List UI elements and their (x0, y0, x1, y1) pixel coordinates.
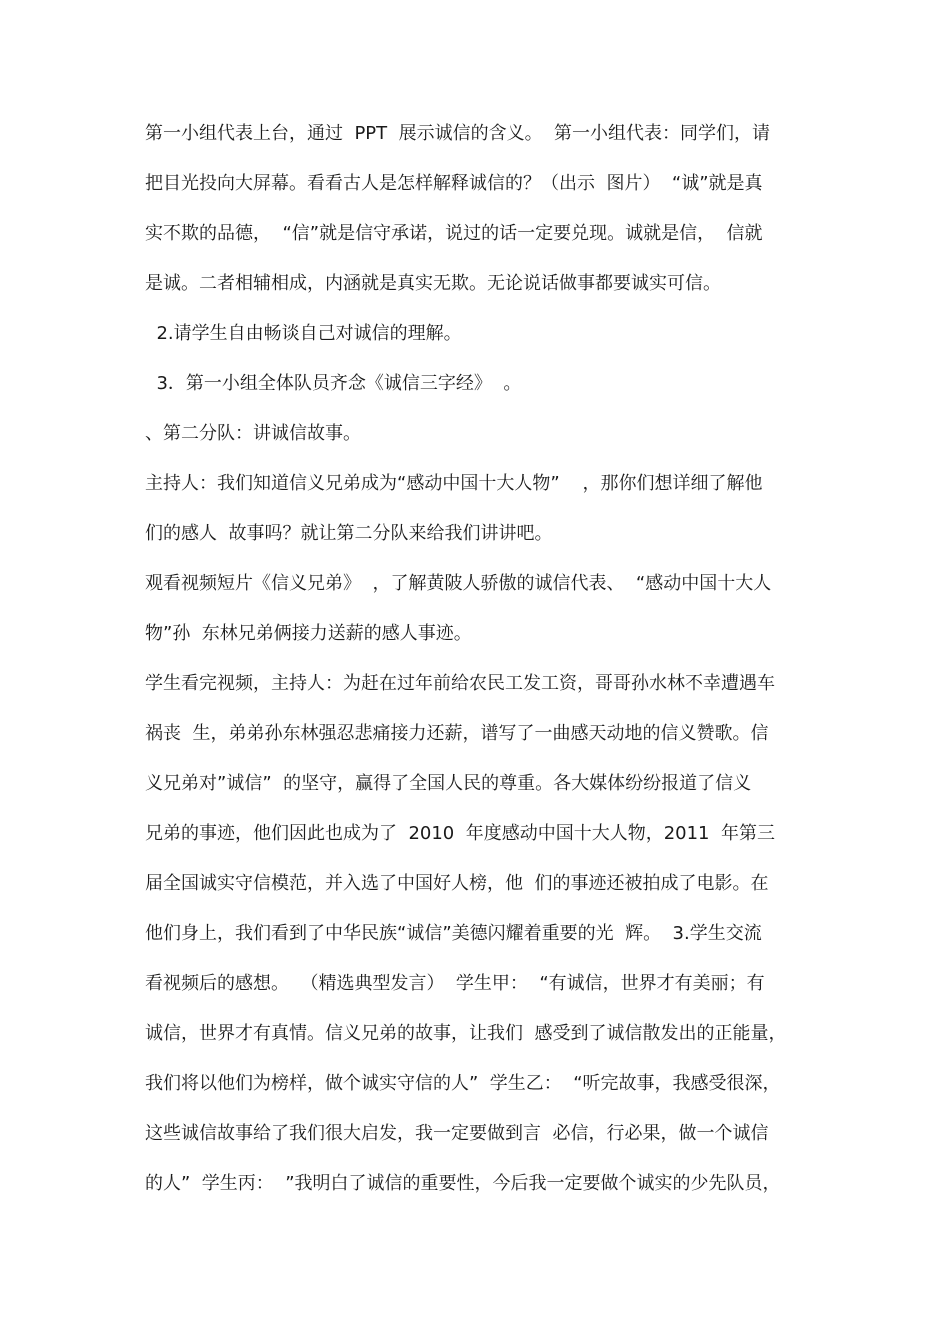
text-line: 这些诚信故事给了我们很大启发，我一定要做到言 必信，行必果，做一个诚信 (145, 1123, 769, 1144)
text-line: 观看视频短片《信义兄弟》 ，了解黄陂人骄傲的诚信代表、 “感动中国十大人 (145, 573, 772, 594)
text-line: 兄弟的事迹，他们因此也成为了 2010 年度感动中国十大人物，2011 年第三 (145, 823, 775, 844)
text-line: 诚信，世界才有真情。信义兄弟的故事，让我们 感受到了诚信散发出的正能量， (145, 1023, 787, 1044)
text-line: 祸丧 生，弟弟孙东林强忍悲痛接力还薪，谱写了一曲感天动地的信义赞歌。信 (145, 723, 769, 744)
text-line: 的人” 学生丙： ”我明白了诚信的重要性，今后我一定要做个诚实的少先队员， (145, 1173, 781, 1194)
text-line: 们的感人 故事吗？就让第二分队来给我们讲讲吧。 (145, 523, 553, 544)
text-line: 主持人：我们知道信义兄弟成为“感动中国十大人物” ，那你们想详细了解他 (145, 473, 763, 494)
text-line: 届全国诚实守信模范，并入选了中国好人榜，他 们的事迹还被拍成了电影。在 (145, 873, 769, 894)
list-item: 3．第一小组全体队员齐念《诚信三字经》 。 (145, 373, 522, 394)
text-line: 他们身上，我们看到了中华民族“诚信”美德闪耀着重要的光 辉。 3.学生交流 (145, 923, 762, 944)
section-heading: 、第二分队：讲诚信故事。 (145, 423, 361, 444)
text-line: 看视频后的感想。 （精选典型发言） 学生甲： “有诚信，世界才有美丽；有 (145, 973, 765, 994)
text-line: 物”孙 东林兄弟俩接力送薪的感人事迹。 (145, 623, 472, 644)
text-line: 实不欺的品德， “信”就是信守承诺，说过的话一定要兑现。诚就是信， 信就 (145, 223, 763, 244)
text-line: 把目光投向大屏幕。看看古人是怎样解释诚信的？（出示 图片） “诚”就是真 (145, 173, 763, 194)
list-item: 2.请学生自由畅谈自己对诚信的理解。 (145, 323, 462, 344)
text-line: 是诚。二者相辅相成，内涵就是真实无欺。无论说话做事都要诚实可信。 (145, 273, 721, 294)
text-line: 义兄弟对”诚信” 的坚守，赢得了全国人民的尊重。各大媒体纷纷报道了信义 (145, 773, 752, 794)
text-line: 学生看完视频，主持人：为赶在过年前给农民工发工资，哥哥孙水林不幸遭遇车 (145, 673, 775, 694)
text-line: 第一小组代表上台，通过 PPT 展示诚信的含义。 第一小组代表：同学们，请 (145, 123, 771, 144)
text-line: 我们将以他们为榜样，做个诚实守信的人” 学生乙： “听完故事，我感受很深， (145, 1073, 781, 1094)
